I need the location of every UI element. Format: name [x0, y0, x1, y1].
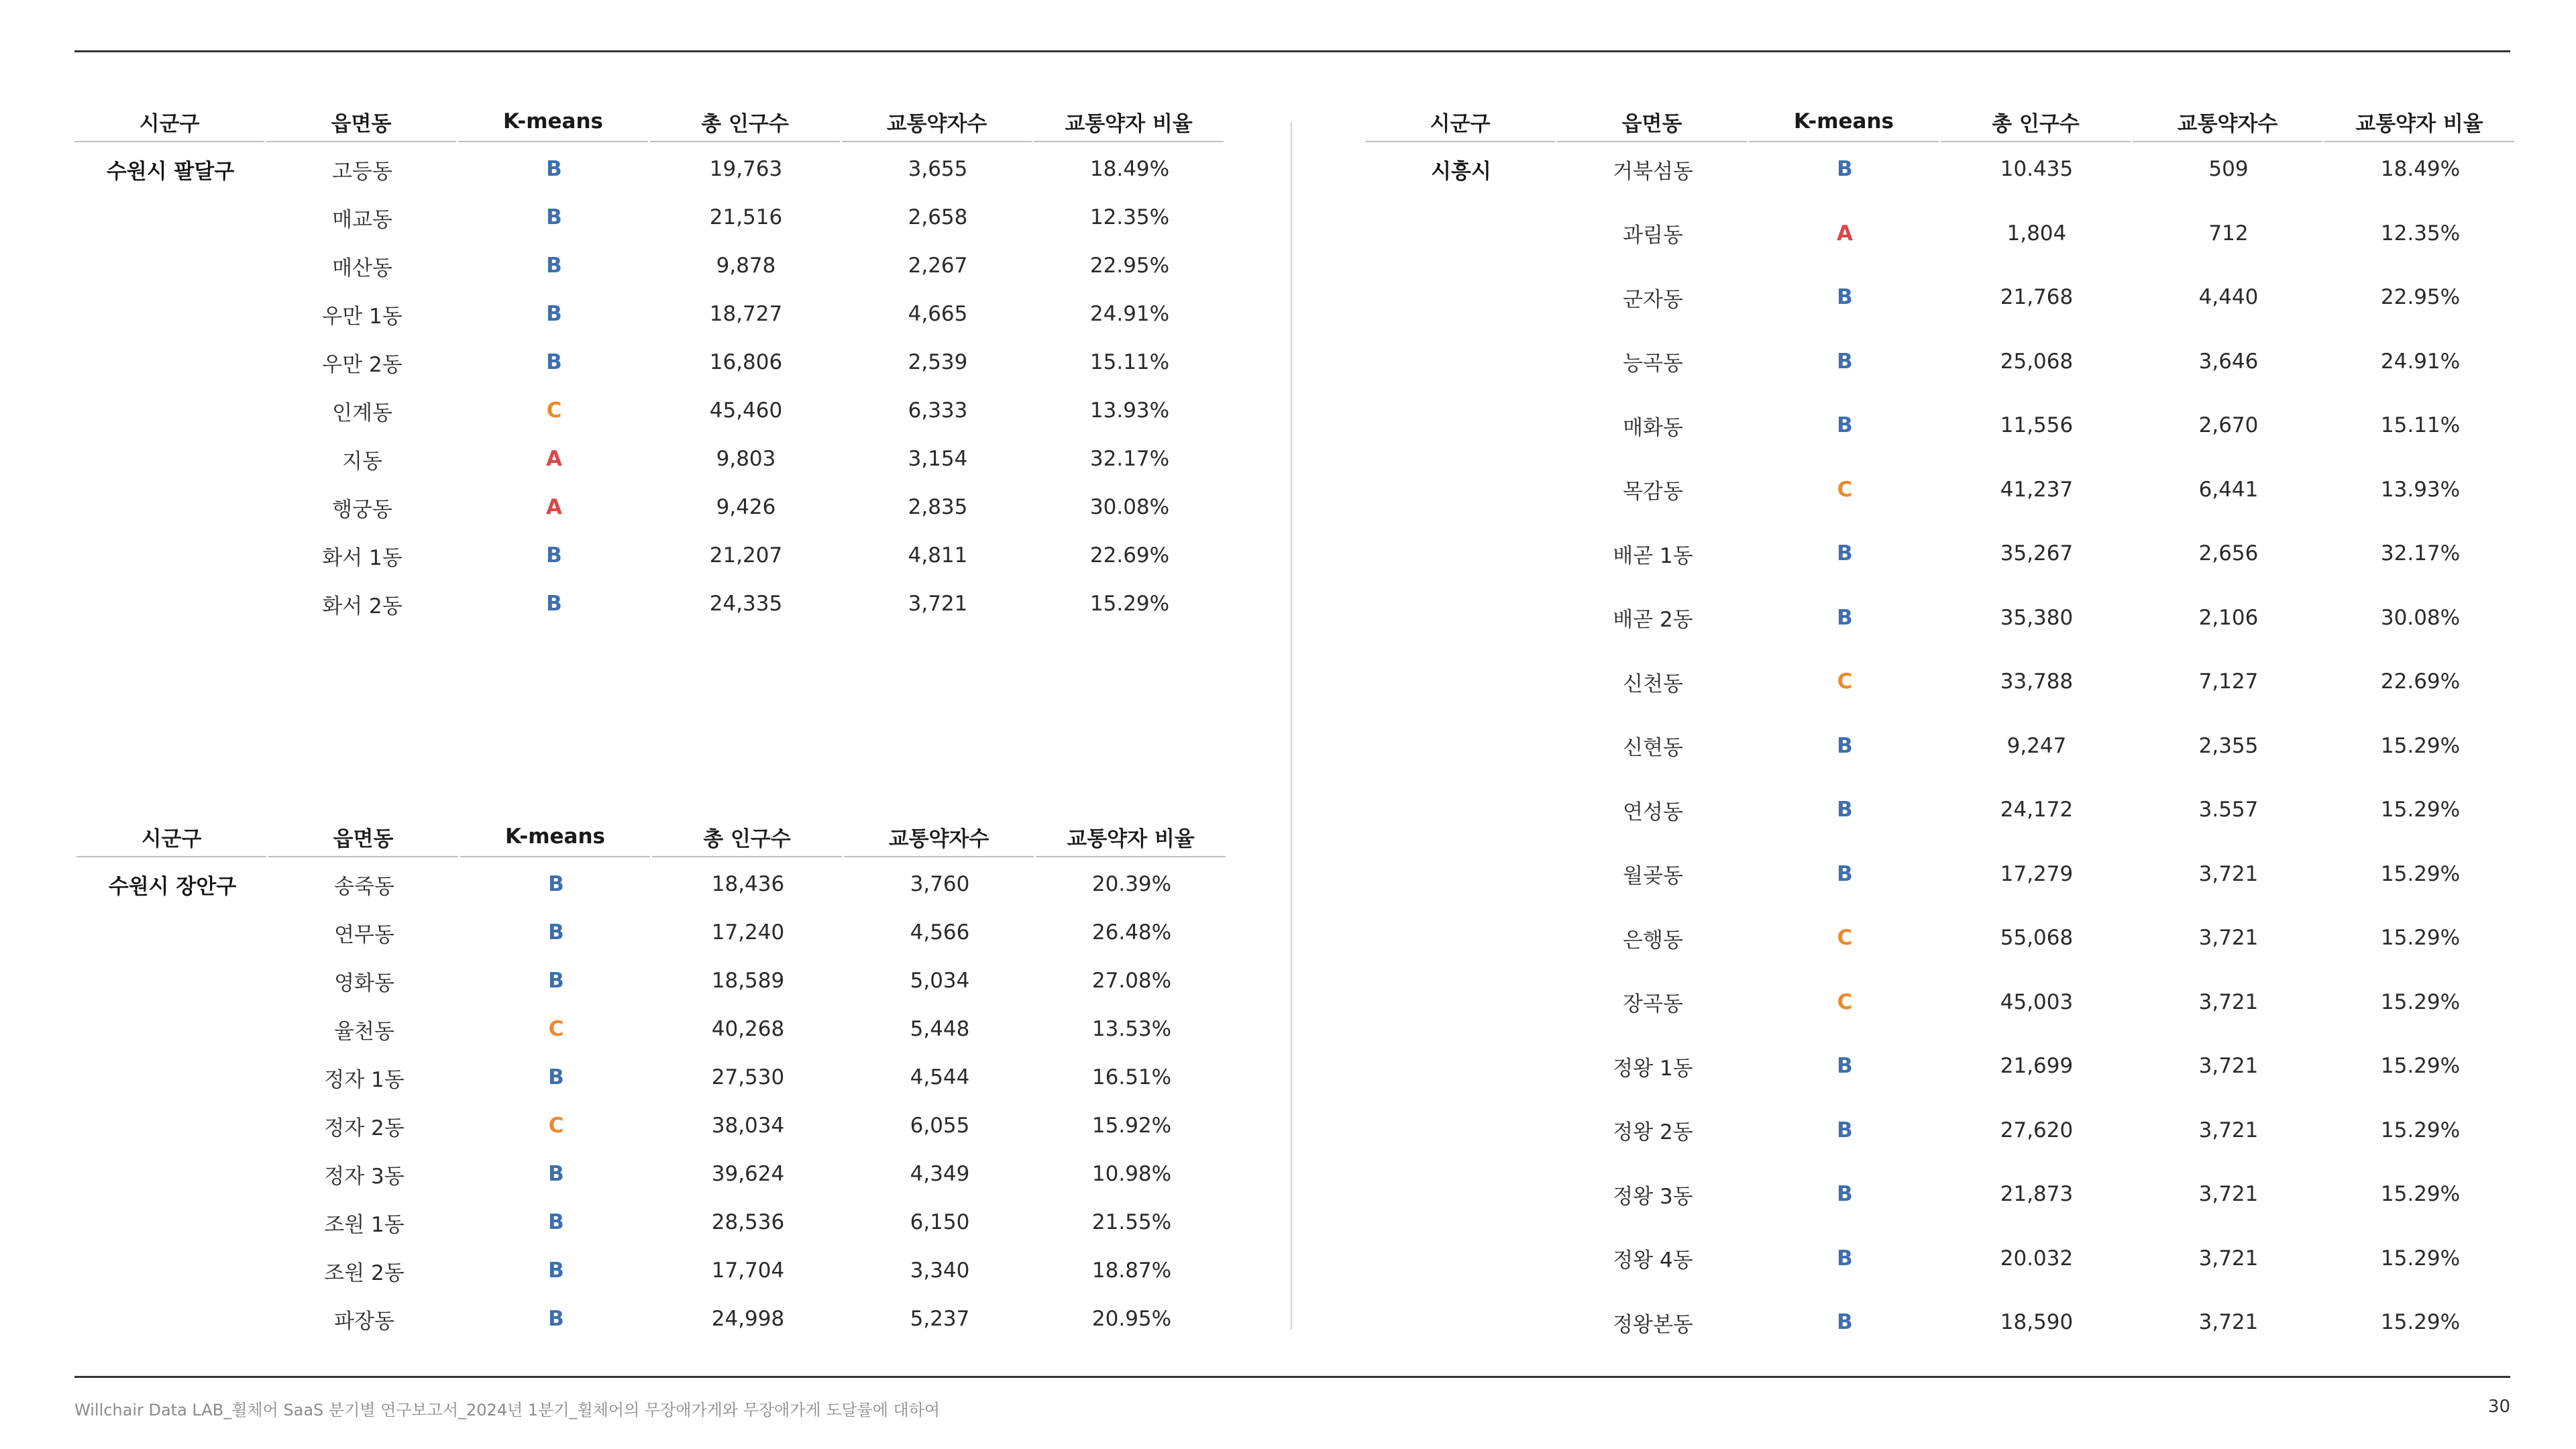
district-cell	[74, 295, 266, 333]
weak-count-cell: 2,656	[2198, 541, 2259, 566]
table-row	[74, 537, 1226, 574]
dong-cell: 정왕본동	[1613, 1312, 1693, 1337]
district-cell: 시흥시	[1431, 159, 1491, 184]
table-row	[76, 1203, 1228, 1241]
weak-count-cell: 712	[2208, 221, 2249, 246]
dong-cell: 목감동	[1623, 480, 1683, 504]
weak-count-cell: 2,355	[2198, 733, 2259, 758]
cluster-cell: B	[548, 1065, 564, 1089]
table-row	[1365, 791, 2516, 828]
population-cell: 18,436	[711, 872, 785, 896]
dong-cell: 거북섬동	[1613, 159, 1693, 184]
dong-cell: 과림동	[1623, 223, 1683, 248]
dong-cell: 정자 1동	[324, 1067, 405, 1092]
weak-count-cell: 3,721	[2198, 1310, 2259, 1334]
district-cell	[74, 343, 266, 381]
weak-count-cell: 3,721	[2198, 1182, 2259, 1206]
population-cell: 45,003	[2000, 989, 2074, 1014]
district-cell	[76, 1010, 268, 1048]
dong-cell: 조원 2동	[324, 1260, 405, 1285]
table-row	[1365, 407, 2516, 444]
cluster-cell: A	[1837, 221, 1853, 246]
weak-count-cell: 7,127	[2198, 669, 2259, 694]
ratio-cell: 13.93%	[1089, 398, 1170, 423]
dong-cell: 배곧 2동	[1613, 608, 1693, 632]
district-cell	[1365, 663, 1557, 700]
weak-count-cell: 4,811	[908, 543, 968, 568]
cluster-cell: B	[546, 254, 562, 278]
weak-count-cell: 3,655	[908, 157, 968, 181]
ratio-cell: 32.17%	[1089, 447, 1170, 471]
cluster-cell: C	[1837, 477, 1853, 502]
population-cell: 17,704	[711, 1258, 785, 1283]
table-row	[76, 1252, 1228, 1289]
district-cell	[76, 1059, 268, 1096]
table-row	[74, 585, 1226, 623]
population-cell: 35,380	[2000, 605, 2074, 630]
weak-count-cell: 509	[2208, 157, 2249, 181]
cluster-cell: B	[1837, 1182, 1853, 1206]
header-transport-weak-count: 교통약자수	[844, 817, 1034, 857]
table-header	[74, 102, 1226, 142]
population-cell: 11,556	[2000, 413, 2074, 437]
weak-count-cell: 3,721	[908, 592, 968, 616]
district-cell	[76, 1252, 268, 1289]
ratio-cell: 32.17%	[2380, 541, 2461, 566]
cluster-cell: B	[1837, 157, 1853, 181]
table-row	[1365, 343, 2516, 380]
cluster-cell: C	[1837, 669, 1853, 694]
cluster-cell: B	[548, 872, 564, 896]
header-transport-weak-ratio: 교통약자 비율	[2324, 102, 2514, 142]
dong-cell: 파장동	[334, 1309, 394, 1334]
district-cell	[74, 247, 266, 284]
district-cell	[1365, 535, 1557, 572]
table-row	[1365, 150, 2516, 188]
ratio-cell: 15.29%	[2380, 1310, 2461, 1334]
header-total-population: 총 인구수	[650, 102, 840, 142]
population-cell: 16,806	[709, 350, 783, 374]
header-eupmyeondong: 읍면동	[1557, 102, 1747, 142]
bottom-rule	[74, 1376, 2510, 1378]
population-cell: 39,624	[711, 1162, 785, 1186]
population-cell: 35,267	[2000, 541, 2074, 566]
district-cell	[1365, 1112, 1557, 1149]
population-cell: 18,589	[711, 969, 785, 993]
district-cell	[1365, 983, 1557, 1021]
dong-cell: 신현동	[1623, 736, 1683, 760]
cluster-cell: C	[1837, 989, 1853, 1014]
ratio-cell: 15.29%	[2380, 1182, 2461, 1206]
table-row	[1365, 983, 2516, 1021]
weak-count-cell: 2,106	[2198, 605, 2259, 630]
cluster-cell: B	[1837, 285, 1853, 309]
table-row	[74, 199, 1226, 236]
table-row	[76, 865, 1228, 903]
dong-cell: 은행동	[1623, 928, 1683, 953]
header-eupmyeondong: 읍면동	[268, 817, 458, 857]
district-cell	[74, 537, 266, 574]
dong-cell: 조원 1동	[324, 1212, 405, 1237]
table-row	[76, 1059, 1228, 1096]
population-cell: 28,536	[711, 1210, 785, 1234]
ratio-cell: 30.08%	[2380, 605, 2461, 630]
district-cell	[1365, 471, 1557, 508]
population-cell: 9,878	[716, 254, 776, 278]
table-row	[1365, 1175, 2516, 1213]
dong-cell: 우만 1동	[322, 304, 402, 329]
weak-count-cell: 3,154	[908, 447, 968, 471]
cluster-cell: B	[1837, 349, 1853, 374]
weak-count-cell: 3.557	[2198, 798, 2259, 822]
table-row	[76, 962, 1228, 1000]
dong-cell: 매교동	[332, 207, 392, 232]
district-cell	[76, 1300, 268, 1338]
ratio-cell: 18.87%	[1091, 1258, 1172, 1283]
dong-cell: 연무동	[334, 922, 394, 947]
population-cell: 17,240	[711, 920, 785, 945]
weak-count-cell: 6,055	[910, 1114, 970, 1138]
header-kmeans: K-means	[458, 102, 648, 142]
cluster-cell: C	[546, 398, 562, 423]
ratio-cell: 15.29%	[2380, 989, 2461, 1014]
weak-count-cell: 3,646	[2198, 349, 2259, 374]
population-cell: 20.032	[2000, 1246, 2074, 1271]
table-row	[1365, 855, 2516, 893]
weak-count-cell: 3,721	[2198, 1246, 2259, 1271]
population-cell: 27,620	[2000, 1118, 2074, 1142]
dong-cell: 인계동	[332, 400, 392, 425]
table-row	[74, 392, 1226, 429]
page-number: 30	[2487, 1397, 2510, 1417]
ratio-cell: 15.29%	[2380, 926, 2461, 950]
district-cell	[1365, 407, 1557, 444]
table-row	[1365, 599, 2516, 637]
population-cell: 18,727	[709, 302, 783, 326]
cluster-cell: C	[548, 1017, 564, 1041]
weak-count-cell: 5,237	[910, 1307, 970, 1331]
header-sigungu: 시군구	[74, 102, 264, 142]
district-cell	[1365, 278, 1557, 316]
dong-cell: 장곡동	[1623, 992, 1683, 1016]
population-cell: 19,763	[709, 157, 783, 181]
population-cell: 17,279	[2000, 861, 2074, 886]
ratio-cell: 18.49%	[2380, 157, 2461, 181]
district-cell: 수원시 장안구	[108, 874, 237, 899]
ratio-cell: 12.35%	[1089, 205, 1170, 229]
ratio-cell: 15.29%	[2380, 1246, 2461, 1271]
ratio-cell: 22.95%	[2380, 285, 2461, 309]
weak-count-cell: 3,721	[2198, 1118, 2259, 1142]
top-rule	[74, 50, 2510, 52]
dong-cell: 정왕 3동	[1613, 1184, 1693, 1209]
weak-count-cell: 3,760	[910, 872, 970, 896]
table-row	[1365, 535, 2516, 572]
weak-count-cell: 4,566	[910, 920, 970, 945]
cluster-cell: B	[1837, 413, 1853, 437]
ratio-cell: 24.91%	[2380, 349, 2461, 374]
table-header	[1365, 102, 2516, 142]
district-cell	[1365, 215, 1557, 252]
population-cell: 1,804	[2006, 221, 2067, 246]
table-row	[1365, 1112, 2516, 1149]
cluster-cell: B	[1837, 1310, 1853, 1334]
header-kmeans: K-means	[1749, 102, 1939, 142]
table-row	[1365, 663, 2516, 700]
header-sigungu: 시군구	[1365, 102, 1555, 142]
dong-cell: 고등동	[332, 159, 392, 184]
population-cell: 38,034	[711, 1114, 785, 1138]
weak-count-cell: 5,034	[910, 969, 970, 993]
dong-cell: 신천동	[1623, 672, 1683, 696]
table-row	[76, 1300, 1228, 1338]
ratio-cell: 15.29%	[2380, 861, 2461, 886]
cluster-cell: B	[1837, 1054, 1853, 1078]
cluster-cell: B	[548, 1162, 564, 1186]
dong-cell: 능곡동	[1623, 352, 1683, 376]
dong-cell: 정왕 2동	[1613, 1120, 1693, 1144]
ratio-cell: 20.39%	[1091, 872, 1172, 896]
header-transport-weak-count: 교통약자수	[842, 102, 1032, 142]
table-row	[1365, 1303, 2516, 1341]
district-cell	[1365, 1303, 1557, 1341]
header-eupmyeondong: 읍면동	[266, 102, 456, 142]
ratio-cell: 21.55%	[1091, 1210, 1172, 1234]
table-row	[1365, 919, 2516, 957]
weak-count-cell: 3,721	[2198, 989, 2259, 1014]
weak-count-cell: 3,721	[2198, 861, 2259, 886]
district-cell	[1365, 599, 1557, 637]
population-cell: 24,172	[2000, 798, 2074, 822]
population-cell: 10.435	[2000, 157, 2074, 181]
ratio-cell: 26.48%	[1091, 920, 1172, 945]
weak-count-cell: 2,670	[2198, 413, 2259, 437]
weak-count-cell: 4,440	[2198, 285, 2259, 309]
population-cell: 21,873	[2000, 1182, 2074, 1206]
cluster-cell: B	[1837, 861, 1853, 886]
dong-cell: 군자동	[1623, 287, 1683, 312]
table-row	[74, 295, 1226, 333]
ratio-cell: 15.29%	[2380, 798, 2461, 822]
cluster-cell: B	[1837, 541, 1853, 566]
district-cell	[74, 585, 266, 623]
table-row	[74, 488, 1226, 526]
population-cell: 24,335	[709, 592, 783, 616]
table-row	[74, 150, 1226, 188]
dong-cell: 정왕 4동	[1613, 1248, 1693, 1273]
district-cell	[1365, 343, 1557, 380]
cluster-cell: B	[546, 157, 562, 181]
table-row	[74, 440, 1226, 478]
dong-cell: 월곶동	[1623, 864, 1683, 888]
column-divider	[1291, 122, 1292, 1330]
dong-cell: 배곧 1동	[1613, 543, 1693, 568]
cluster-cell: B	[1837, 733, 1853, 758]
ratio-cell: 30.08%	[1089, 495, 1170, 519]
weak-count-cell: 4,665	[908, 302, 968, 326]
ratio-cell: 15.29%	[1089, 592, 1170, 616]
dong-cell: 정자 2동	[324, 1116, 405, 1140]
dong-cell: 연성동	[1623, 800, 1683, 824]
ratio-cell: 22.69%	[1089, 543, 1170, 568]
cluster-cell: A	[546, 495, 562, 519]
district-cell	[1365, 919, 1557, 957]
population-cell: 27,530	[711, 1065, 785, 1089]
weak-count-cell: 6,333	[908, 398, 968, 423]
population-cell: 9,803	[716, 447, 776, 471]
ratio-cell: 15.29%	[2380, 1118, 2461, 1142]
cluster-cell: B	[548, 920, 564, 945]
population-cell: 55,068	[2000, 926, 2074, 950]
dong-cell: 화서 1동	[322, 545, 402, 570]
district-cell	[76, 1155, 268, 1193]
ratio-cell: 27.08%	[1091, 969, 1172, 993]
ratio-cell: 20.95%	[1091, 1307, 1172, 1331]
header-total-population: 총 인구수	[1941, 102, 2131, 142]
cluster-cell: B	[548, 969, 564, 993]
population-cell: 40,268	[711, 1017, 785, 1041]
ratio-cell: 13.93%	[2380, 477, 2461, 502]
footer-text: Willchair Data LAB_휠체어 SaaS 분기별 연구보고서_2024년 1분기_휠체어의 무장애가게와 무장애가게 도달률에 대하여	[74, 1401, 941, 1419]
district-cell	[76, 1107, 268, 1144]
cluster-cell: B	[546, 205, 562, 229]
weak-count-cell: 3,340	[910, 1258, 970, 1283]
dong-cell: 지동	[342, 449, 382, 474]
header-sigungu: 시군구	[76, 817, 266, 857]
cluster-cell: C	[1837, 926, 1853, 950]
ratio-cell: 15.92%	[1091, 1114, 1172, 1138]
table-row	[1365, 278, 2516, 316]
district-cell	[76, 914, 268, 951]
dong-cell: 매화동	[1623, 415, 1683, 440]
district-cell	[74, 199, 266, 236]
weak-count-cell: 6,441	[2198, 477, 2259, 502]
weak-count-cell: 2,658	[908, 205, 968, 229]
header-transport-weak-count: 교통약자수	[2133, 102, 2322, 142]
table-row	[1365, 1047, 2516, 1085]
population-cell: 21,516	[709, 205, 783, 229]
district-cell	[1365, 727, 1557, 765]
weak-count-cell: 3,721	[2198, 1054, 2259, 1078]
dong-cell: 우만 2동	[322, 352, 402, 377]
dong-cell: 행궁동	[332, 497, 392, 522]
district-cell	[1365, 855, 1557, 893]
population-cell: 9,426	[716, 495, 776, 519]
table-row	[76, 1107, 1228, 1144]
cluster-cell: B	[1837, 1118, 1853, 1142]
district-cell	[74, 488, 266, 526]
ratio-cell: 15.29%	[2380, 1054, 2461, 1078]
table-row	[74, 343, 1226, 381]
table-row	[76, 1010, 1228, 1048]
cluster-cell: B	[1837, 1246, 1853, 1271]
district-cell	[1365, 791, 1557, 828]
dong-cell: 정왕 1동	[1613, 1056, 1693, 1081]
cluster-cell: B	[546, 592, 562, 616]
population-cell: 25,068	[2000, 349, 2074, 374]
population-cell: 21,768	[2000, 285, 2074, 309]
table-row	[74, 247, 1226, 284]
district-cell	[74, 392, 266, 429]
cluster-cell: B	[1837, 605, 1853, 630]
cluster-cell: B	[1837, 798, 1853, 822]
population-cell: 33,788	[2000, 669, 2074, 694]
dong-cell: 정자 3동	[324, 1164, 405, 1189]
table-row	[1365, 1240, 2516, 1277]
header-kmeans: K-means	[460, 817, 650, 857]
district-cell	[76, 1203, 268, 1241]
weak-count-cell: 4,544	[910, 1065, 970, 1089]
table-row	[76, 914, 1228, 951]
dong-cell: 영화동	[334, 971, 394, 996]
cluster-cell: C	[548, 1114, 564, 1138]
population-cell: 45,460	[709, 398, 783, 423]
dong-cell: 화서 2동	[322, 594, 402, 619]
ratio-cell: 15.11%	[1089, 350, 1170, 374]
ratio-cell: 22.95%	[1089, 254, 1170, 278]
header-transport-weak-ratio: 교통약자 비율	[1036, 817, 1226, 857]
table-row	[76, 1155, 1228, 1193]
dong-cell: 율천동	[334, 1019, 394, 1044]
cluster-cell: B	[546, 543, 562, 568]
ratio-cell: 22.69%	[2380, 669, 2461, 694]
cluster-cell: B	[548, 1258, 564, 1283]
ratio-cell: 15.11%	[2380, 413, 2461, 437]
header-total-population: 총 인구수	[652, 817, 842, 857]
table-header	[76, 817, 1228, 857]
ratio-cell: 18.49%	[1089, 157, 1170, 181]
ratio-cell: 15.29%	[2380, 733, 2461, 758]
weak-count-cell: 2,539	[908, 350, 968, 374]
dong-cell: 송죽동	[334, 874, 394, 899]
weak-count-cell: 3,721	[2198, 926, 2259, 950]
cluster-cell: B	[546, 302, 562, 326]
ratio-cell: 24.91%	[1089, 302, 1170, 326]
ratio-cell: 10.98%	[1091, 1162, 1172, 1186]
district-cell: 수원시 팔달구	[106, 159, 235, 184]
cluster-cell: B	[548, 1307, 564, 1331]
table-row	[1365, 727, 2516, 765]
district-cell	[74, 440, 266, 478]
district-cell	[1365, 1175, 1557, 1213]
weak-count-cell: 2,267	[908, 254, 968, 278]
weak-count-cell: 4,349	[910, 1162, 970, 1186]
weak-count-cell: 2,835	[908, 495, 968, 519]
district-cell	[76, 962, 268, 1000]
cluster-cell: B	[546, 350, 562, 374]
cluster-cell: A	[546, 447, 562, 471]
weak-count-cell: 6,150	[910, 1210, 970, 1234]
population-cell: 21,207	[709, 543, 783, 568]
population-cell: 9,247	[2006, 733, 2067, 758]
header-transport-weak-ratio: 교통약자 비율	[1034, 102, 1224, 142]
dong-cell: 매산동	[332, 256, 392, 280]
population-cell: 41,237	[2000, 477, 2074, 502]
district-cell	[1365, 1240, 1557, 1277]
population-cell: 18,590	[2000, 1310, 2074, 1334]
ratio-cell: 12.35%	[2380, 221, 2461, 246]
ratio-cell: 13.53%	[1091, 1017, 1172, 1041]
table-row	[1365, 215, 2516, 252]
population-cell: 24,998	[711, 1307, 785, 1331]
cluster-cell: B	[548, 1210, 564, 1234]
weak-count-cell: 5,448	[910, 1017, 970, 1041]
district-cell	[1365, 1047, 1557, 1085]
population-cell: 21,699	[2000, 1054, 2074, 1078]
ratio-cell: 16.51%	[1091, 1065, 1172, 1089]
table-row	[1365, 471, 2516, 508]
